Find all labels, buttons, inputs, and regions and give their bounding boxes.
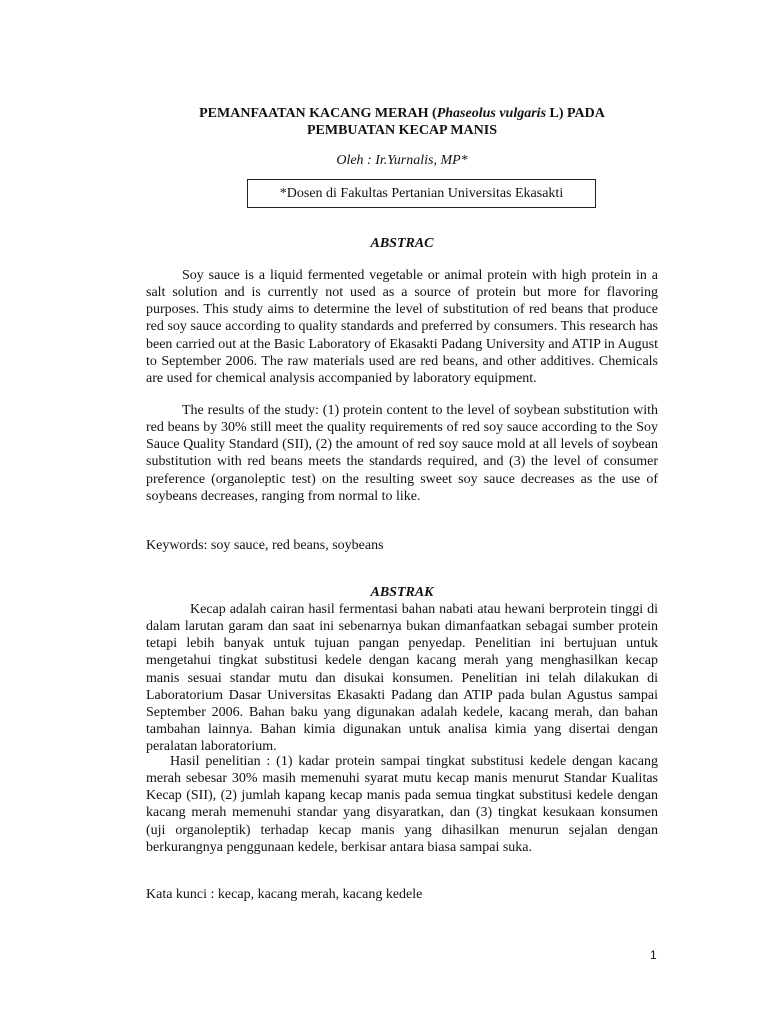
- abstract-id-heading: ABSTRAK: [370, 585, 434, 600]
- affiliation-box: *Dosen di Fakultas Pertanian Universitas Ekasakti: [247, 179, 596, 208]
- title-scientific-name: Phaseolus vulgaris: [436, 106, 547, 121]
- abstract-id-paragraph-2: Hasil penelitian : (1) kadar protein sampai tingkat substitusi kedele dengan kacang merah sebesar 30% masih memenuhi syarat mutu kecap manis menurut Standar Kualitas Kecap (SII), (2) jumlah kapang kecap manis pada semua tingkat substitusi kedele dengan kacang merah memenuhi standar yang disyaratkan, dan (3) tingkat kesukaan konsumen (uji organoleptik) terhadap kecap manis yang dihasilkan menurun sejalan dengan berkurangnya penggunaan kedele, berkisar antara biasa sampai suka.: [146, 754, 658, 855]
- abstract-en-paragraph-1: Soy sauce is a liquid fermented vegetable or animal protein with high protein in a salt solution and is currently not used as a source of protein but more for flavoring purposes. This study aims to determine the level of substitution of red beans that produce red soy sauce according to quality standards and preferred by consumers. This research has been carried out at the Basic Laboratory of Ekasakti Padang University and ATIP in August to September 2006. The raw materials used are red beans, and other additives. Chemicals are used for chemical analysis accompanied by laboratory equipment.: [146, 268, 658, 386]
- paper-title: [146, 105, 658, 139]
- title-line2: PEMBUATAN KECAP MANIS: [306, 123, 498, 138]
- abstract-en-keywords: Keywords: soy sauce, red beans, soybeans: [146, 538, 384, 553]
- author-line: Oleh : Ir.Yurnalis, MP*: [336, 153, 468, 168]
- title-line1-post: L) PADA: [546, 106, 605, 121]
- abstract-id-paragraph-1: Kecap adalah cairan hasil fermentasi bahan nabati atau hewani berprotein tinggi di dalam larutan garam dan saat ini sebenarnya bukan dimanfaatkan sebagai sumber protein tetapi lebih banyak untuk tujuan pangan penyedap. Penelitian ini bertujuan untuk mengetahui tingkat substitusi kedele dengan kacang merah yang menghasilkan kecap manis sesuai standar mutu dan disukai konsumen. Penelitian ini telah dilakukan di Laboratorium Dasar Universitas Ekasakti Padang dan ATIP pada bulan Agustus sampai September 2006. Bahan baku yang digunakan adalah kedele, kacang merah, dan bahan tambahan lainnya. Bahan kimia digunakan untuk analisa kimia yang disertai dengan peralatan laboratorium.: [146, 602, 658, 755]
- abstract-id-keywords: Kata kunci : kecap, kacang merah, kacang kedele: [146, 887, 423, 902]
- title-line1-pre: PEMANFAATAN KACANG MERAH (: [199, 106, 437, 121]
- page-number: 1: [650, 948, 657, 962]
- abstract-en-paragraph-2: The results of the study: (1) protein content to the level of soybean substitution with red beans by 30% still meet the quality requirements of red soy sauce according to the Soy Sauce Quality Standard (SII), (2) the amount of red soy sauce mold at all levels of soybean substitution with red beans meets the standards required, and (3) the level of consumer preference (organoleptic test) on the resulting sweet soy sauce decreases as the use of soybeans decreases, ranging from normal to like.: [146, 403, 658, 504]
- abstract-en-heading: ABSTRAC: [370, 236, 434, 251]
